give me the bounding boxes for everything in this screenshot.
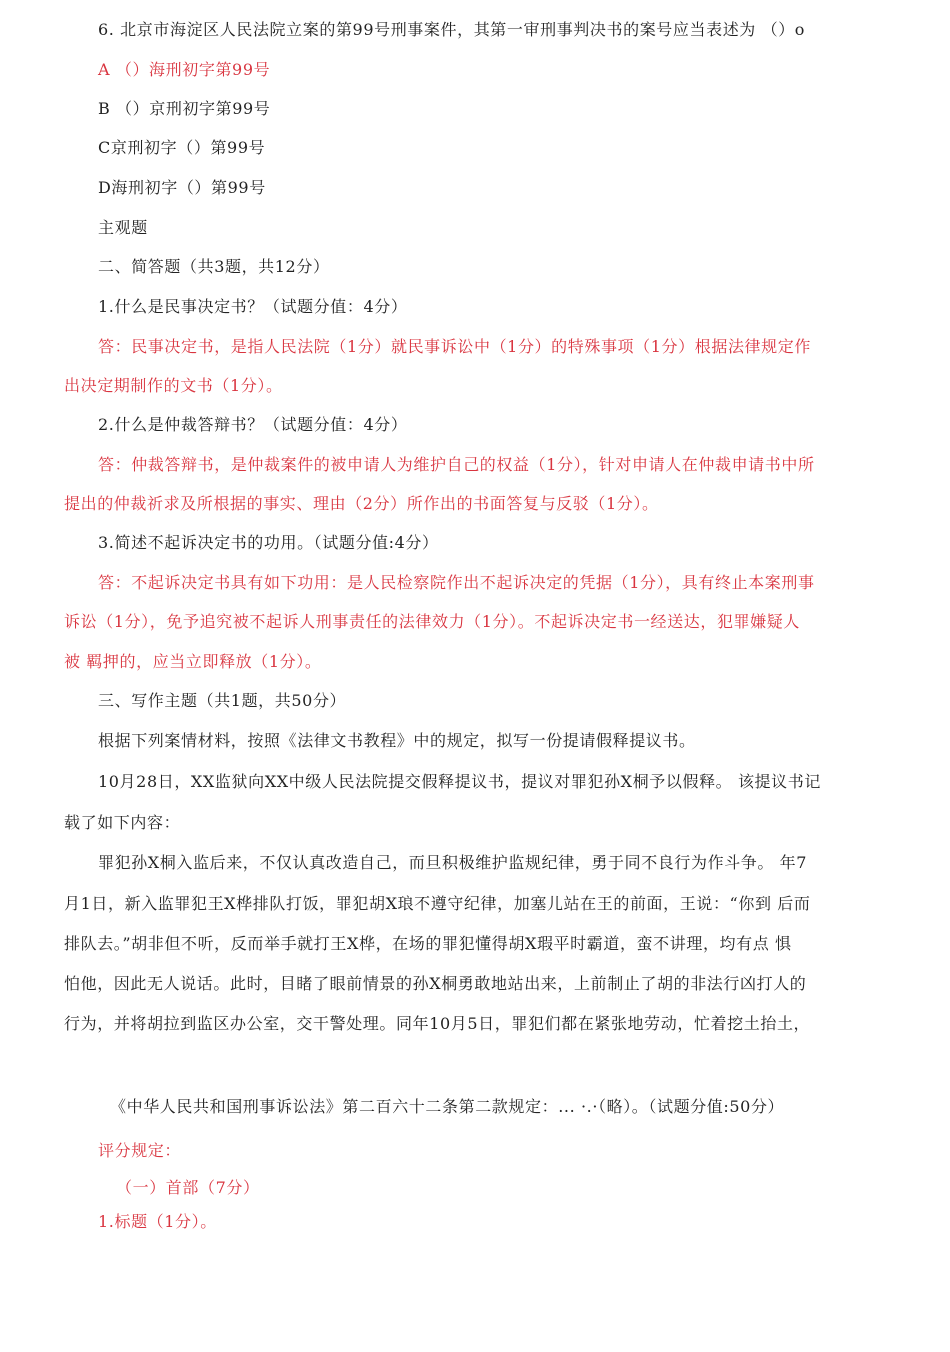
- question-2: 2.什么是仲裁答辩书？（试题分值：4分）: [98, 415, 408, 434]
- option-a: A （）海刑初字第99号: [98, 60, 271, 79]
- scoring-heading: 评分规定：: [98, 1141, 182, 1160]
- law-reference: 《中华人民共和国刑事诉讼法》第二百六十二条第二款规定：... ·.·（略）。（试题分值:50分）: [110, 1097, 785, 1116]
- section-3-instruction: 根据下列案情材料，按照《法律文书教程》中的规定，拟写一份提请假释提议书。: [98, 731, 696, 750]
- option-b: B （）京刑初字第99号: [98, 99, 271, 118]
- scoring-part-1: （一）首部（7分）: [116, 1178, 260, 1197]
- section-3-heading: 三、写作主题（共1题，共50分）: [98, 691, 347, 710]
- option-c: C京刑初字（）第99号: [98, 138, 266, 157]
- answer-1-line-1: 答：民事决定书，是指人民法院（1分）就民事诉讼中（1分）的特殊事项（1分）根据法律规定作: [98, 337, 811, 356]
- case-para-2-line-1: 罪犯孙X桐入监后来，不仅认真改造自己，而旦积极维护监规纪律，勇于同不良行为作斗争。 年7: [98, 853, 808, 872]
- question-1: 1.什么是民事决定书？（试题分值：4分）: [98, 297, 408, 316]
- case-para-1-line-2: 载了如下内容：: [64, 813, 181, 832]
- answer-2-line-1: 答：仲裁答辩书，是仲裁案件的被申请人为维护自己的权益（1分），针对申请人在仲裁申请书中所: [98, 455, 815, 474]
- answer-1-line-2: 出决定期制作的文书（1分）。: [64, 376, 283, 395]
- scoring-item-1: 1.标题（1分）。: [98, 1212, 217, 1231]
- option-d: D海刑初字（）第99号: [98, 178, 266, 197]
- answer-3-line-2: 诉讼（1分），免予追究被不起诉人刑事责任的法律效力（1分）。不起诉决定书一经送达，犯罪嫌疑人: [64, 612, 800, 631]
- case-para-2-line-3: 排队去。”胡非但不听，反而举手就打王X桦，在场的罪犯懂得胡X瑕平时霸道，蛮不讲理，均有点 惧: [64, 934, 792, 953]
- section-2-heading: 二、简答题（共3题，共12分）: [98, 257, 330, 276]
- answer-3-line-3: 被 羁押的，应当立即释放（1分）。: [64, 652, 322, 671]
- case-para-1-line-1: 10月28日，XX监狱向XX中级人民法院提交假释提议书，提议对罪犯孙X桐予以假释。 该提议书记: [98, 772, 821, 791]
- case-para-2-line-5: 行为，并将胡拉到监区办公室，交干警处理。同年10月5日，罪犯们都在紧张地劳动，忙着挖土抬土，: [64, 1014, 811, 1033]
- question-3: 3.简述不起诉决定书的功用。（试题分值:4分）: [98, 533, 439, 552]
- case-para-2-line-2: 月1日，新入监罪犯王X桦排队打饭，罪犯胡X琅不遵守纪律，加塞儿站在王的前面，王说：“你到 后而: [64, 894, 811, 913]
- answer-3-line-1: 答：不起诉决定书具有如下功用：是人民检察院作出不起诉决定的凭据（1分），具有终止本案刑事: [98, 573, 815, 592]
- subjective-heading: 主观题: [98, 218, 148, 237]
- question-6-stem: 6. 北京市海淀区人民法院立案的第99号刑事案件，其第一审刑事判决书的案号应当表述为 （）o: [98, 20, 806, 39]
- case-para-2-line-4: 怕他，因此无人说话。此时，目睹了眼前情景的孙X桐勇敢地站出来，上前制止了胡的非法行凶打人的: [64, 974, 807, 993]
- answer-2-line-2: 提出的仲裁祈求及所根据的事实、理由（2分）所作出的书面答复与反驳（1分）。: [64, 494, 659, 513]
